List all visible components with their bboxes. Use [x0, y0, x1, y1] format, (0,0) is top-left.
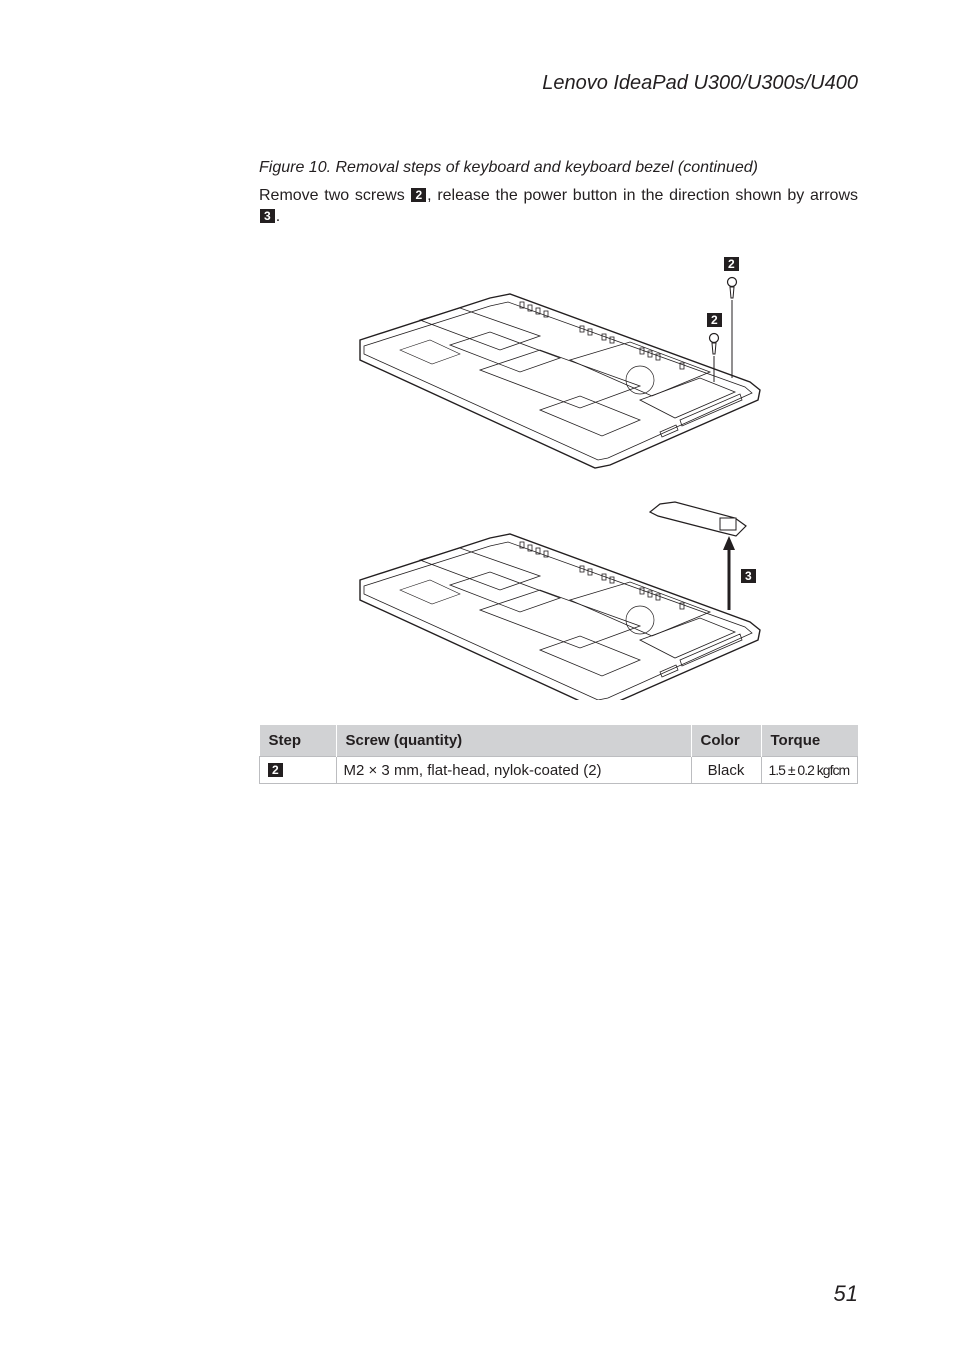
instructions-text-1: Remove two screws: [259, 187, 411, 204]
chassis-top-view: [360, 278, 760, 469]
power-button-bracket-icon: [650, 502, 746, 536]
callout-badge-screw: 2: [724, 257, 739, 271]
screw-icon: [728, 278, 737, 379]
header-screw-quantity: Screw (quantity): [336, 725, 691, 757]
cell-color: Black: [691, 757, 761, 784]
chassis-bottom-view: [360, 534, 760, 700]
step-badge-2: 2: [268, 763, 283, 777]
instructions-text-2: , release the power button in the direction shown by arrows: [427, 187, 858, 204]
table-row: [260, 757, 858, 784]
step-badge-3: 3: [260, 209, 275, 223]
header-step: Step: [260, 725, 337, 757]
instructions-text-3: .: [275, 208, 281, 225]
cell-screw: M2 × 3 mm, flat-head, nylok-coated (2): [336, 757, 691, 784]
cell-step: [260, 757, 337, 784]
figure-caption: Figure 10. Removal steps of keyboard and keyboard bezel (continued): [259, 159, 758, 176]
instructions-paragraph: [259, 185, 858, 227]
callout-badge-arrow: 3: [741, 569, 756, 583]
cell-torque: 1.5 ± 0.2 kgfcm: [761, 757, 858, 784]
header-torque: Torque: [761, 725, 858, 757]
page-number: 51: [833, 1281, 858, 1306]
header-title: Lenovo IdeaPad U300/U300s/U400: [542, 72, 858, 94]
screw-spec-table: [259, 725, 858, 784]
step-badge-2: 2: [411, 188, 426, 202]
callout-badge-screw: 2: [707, 313, 722, 327]
table-header-row: [260, 725, 858, 757]
removal-arrow-icon: [723, 536, 735, 610]
header-color: Color: [691, 725, 761, 757]
keyboard-bezel-removal-illustration: [340, 250, 770, 700]
